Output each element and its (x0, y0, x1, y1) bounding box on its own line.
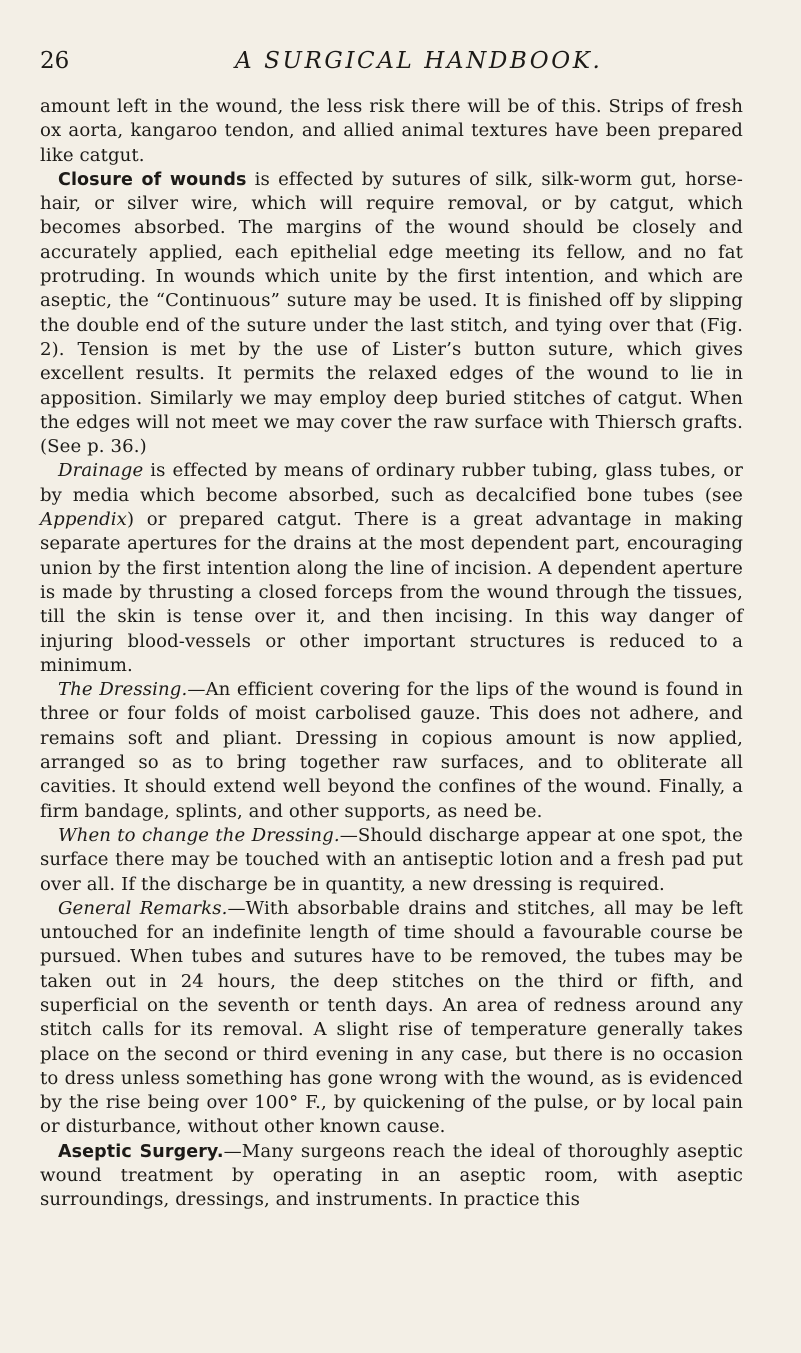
paragraph-text: ) or prepared catgut. There is a great advantage in making separate apertures for the drains at the most dependent part, encouraging union by the first intention along the line of incision. A dependent aperture is made by thrusting a closed forceps from the wound through the tissues, till the skin is tense over it, and then incising. In this way danger of injuring blood-vessels or other important structures is reduced to a minimum. (40, 509, 743, 676)
section-heading-closure: Closure of wounds (58, 169, 247, 190)
paragraph-text: amount left in the wound, the less risk there will be of this. Strips of fresh ox aorta, kangaroo tendon, and allied animal textures have been prepared like catgut. (40, 96, 743, 166)
paragraph-text: —With absorbable drains and stitches, all may be left untouched for an indefinite length of time should a favourable course be pursued. When tubes and sutures have to be removed, the tubes may be taken out in 24 hours, the deep stitches on the third or fifth, and superficial on the seventh or tenth days. An area of redness around any stitch calls for its removal. A slight rise of temperature generally takes place on the second or third evening in any case, but there is no occasion to dress unless something has gone wrong with the wound, as is evidenced by the rise being over 100° F., by quickening of the pulse, or by local pain or disturbance, without other known cause. (40, 897, 744, 1138)
paragraph-text: —Many surgeons reach the ideal of thoroughly aseptic wound treatment by operating in an aseptic room, with aseptic surroundings, dressings, and instruments. In practice this (40, 1140, 743, 1211)
paragraph-text: —An efficient covering for the lips of the wound is found in three or four folds of moist carbolised gauze. This does not adhere, and remains soft and pliant. Dressing in copious amount is now applied, arranged so as to bring together raw surfaces, and to obliterate all cavities. It should extend well beyond the confines of the wound. Finally, a firm bandage, splints, and other supports, as need be. (40, 679, 743, 822)
body-text (40, 95, 743, 1213)
section-heading-drainage: Drainage (58, 460, 144, 482)
paragraph-catgut-continued (40, 95, 743, 168)
paragraph-text: —Should discharge appear at one spot, the surface there may be touched with an antiseptic lotion and a fresh pad put over all. If the discharge be in quantity, a new dressing is required. (40, 824, 743, 895)
paragraph-the-dressing (40, 678, 743, 824)
page-number: 26 (40, 48, 70, 74)
paragraph-text: is effected by means of ordinary rubber tubing, glass tubes, or by media which become absorbed, such as decalcified bone tubes (see (40, 460, 743, 506)
paragraph-closure-of-wounds (40, 168, 743, 460)
section-heading-when-to-change: When to change the Dressing. (58, 824, 340, 846)
paragraph-drainage (40, 459, 743, 678)
section-heading-aseptic-surgery: Aseptic Surgery. (58, 1141, 224, 1162)
paragraph-when-to-change (40, 824, 743, 897)
paragraph-aseptic-surgery (40, 1140, 743, 1213)
appendix-reference: Appendix (40, 509, 127, 531)
paragraph-general-remarks (40, 897, 743, 1140)
running-title: A SURGICAL HANDBOOK. (235, 48, 603, 74)
paragraph-text: is effected by sutures of silk, silk-worm gut, horse-hair, or silver wire, which will require removal, or by catgut, which becomes absorbed. The margins of the wound should be closely and accurately applied, each epithelial edge meeting its fellow, and no fat protruding. In wounds which unite by the first intention, and which are aseptic, the “Continuous” suture may be used. It is finished off by slipping the double end of the suture under the last stitch, and tying over that (Fig. 2). Tension is met by the use of Lister’s button suture, which gives excellent results. It permits the relaxed edges of the wound to lie in apposition. Similarly we may employ deep buried stitches of catgut. When the edges will not meet we may cover the raw surface with Thiersch grafts. (See p. 36.) (40, 168, 743, 458)
page-header (40, 48, 743, 80)
section-heading-dressing: The Dressing. (58, 679, 188, 701)
section-heading-general-remarks: General Remarks. (58, 897, 228, 919)
